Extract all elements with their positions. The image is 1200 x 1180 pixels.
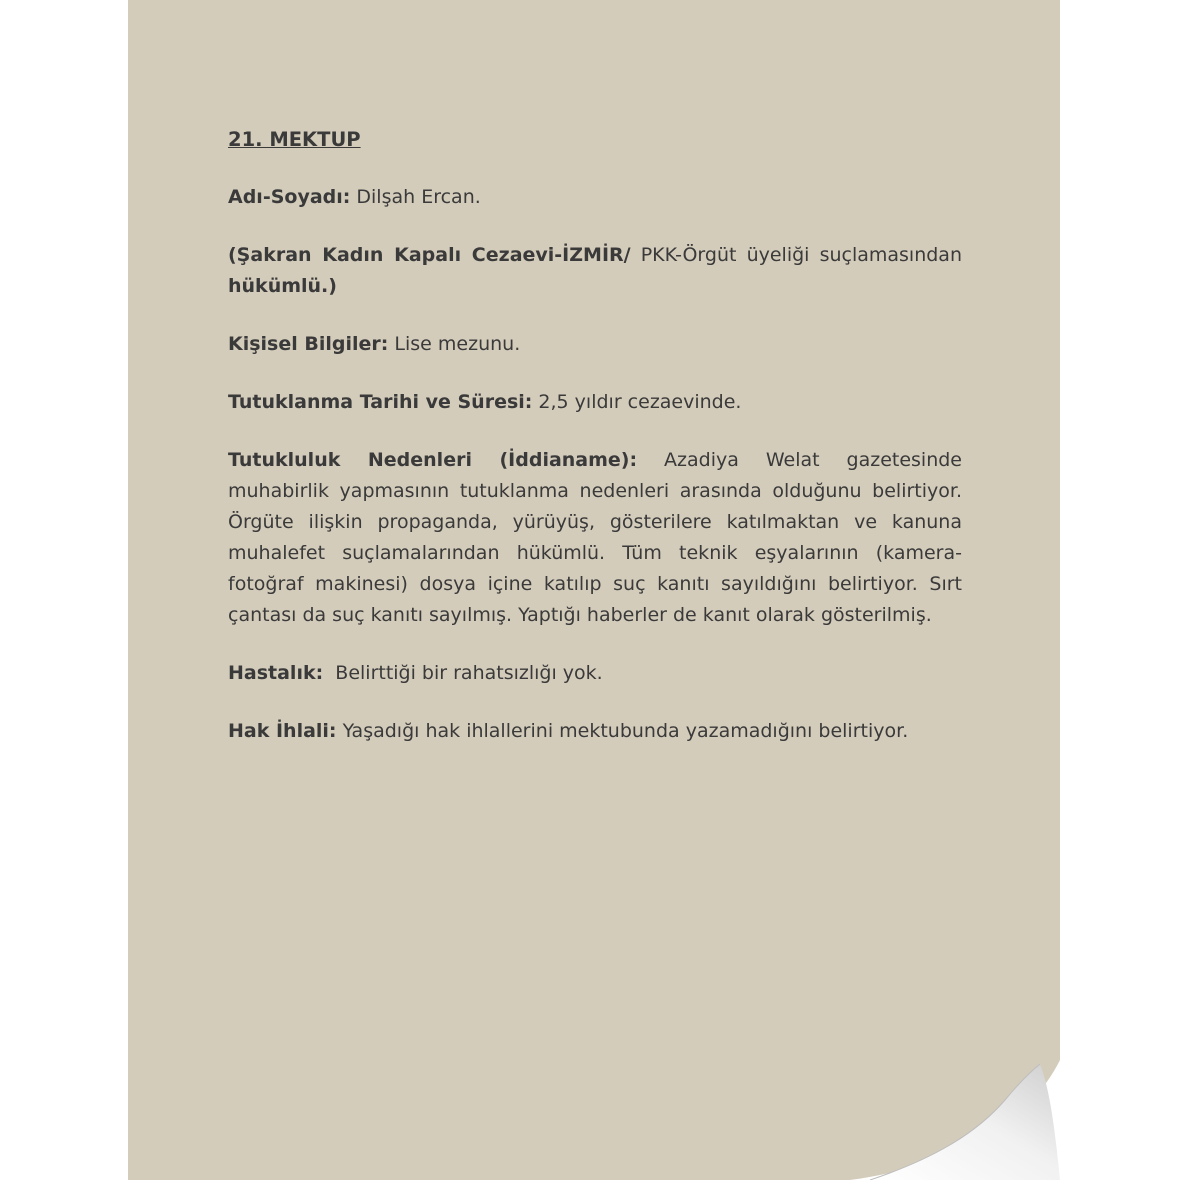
reasons-value: Azadiya Welat gazetesinde muhabirlik yapmasının tutuklanma nedenleri arasında olduğunu belirtiyor. Örgüte ilişkin propaganda, yürüyüş, gösterilere katılmaktan ve kanuna muhalefet suçlamalarından hükümlü. Tüm teknik eşyalarının (kamera- fotoğraf makinesi) dosya içine katılıp suç kanıtı sayıldığını belirtiyor. Sırt çantası da suç kanıtı sayılmış. Yaptığı haberler de kanıt olarak gösterilmiş.: [228, 449, 962, 626]
personal-info-value: Lise mezunu.: [388, 333, 521, 355]
name-value: Dilşah Ercan.: [350, 186, 481, 208]
prison-bold-part: (Şakran Kadın Kapalı Cezaevi-İZMİR/: [228, 244, 631, 266]
illness-value: Belirttiği bir rahatsızlığı yok.: [323, 662, 603, 684]
illness-label: Hastalık:: [228, 662, 324, 684]
reasons-paragraph: [228, 445, 962, 631]
rights-value: Yaşadığı hak ihlallerini mektubunda yazamadığını belirtiyor.: [336, 720, 909, 742]
prison-verdict: hükümlü.): [228, 275, 337, 297]
personal-info-paragraph: [228, 329, 962, 360]
page-curl-icon: [850, 1060, 1060, 1180]
prison-text: PKK-Örgüt üyeliği suçlamasından: [630, 244, 962, 266]
illness-paragraph: [228, 658, 962, 689]
letter-title: 21. MEKTUP: [228, 128, 361, 151]
personal-info-label: Kişisel Bilgiler:: [228, 333, 389, 355]
letter-content: [228, 124, 1060, 774]
rights-paragraph: [228, 716, 962, 747]
name-paragraph: [228, 182, 962, 213]
name-label: Adı-Soyadı:: [228, 186, 351, 208]
rights-label: Hak İhlali:: [228, 720, 337, 742]
document-page: [128, 0, 1060, 1180]
arrest-label: Tutuklanma Tarihi ve Süresi:: [228, 391, 533, 413]
arrest-value: 2,5 yıldır cezaevinde.: [532, 391, 742, 413]
prison-paragraph: [228, 240, 962, 302]
arrest-paragraph: [228, 387, 962, 418]
reasons-label: Tutukluluk Nedenleri (İddianame):: [228, 449, 638, 471]
